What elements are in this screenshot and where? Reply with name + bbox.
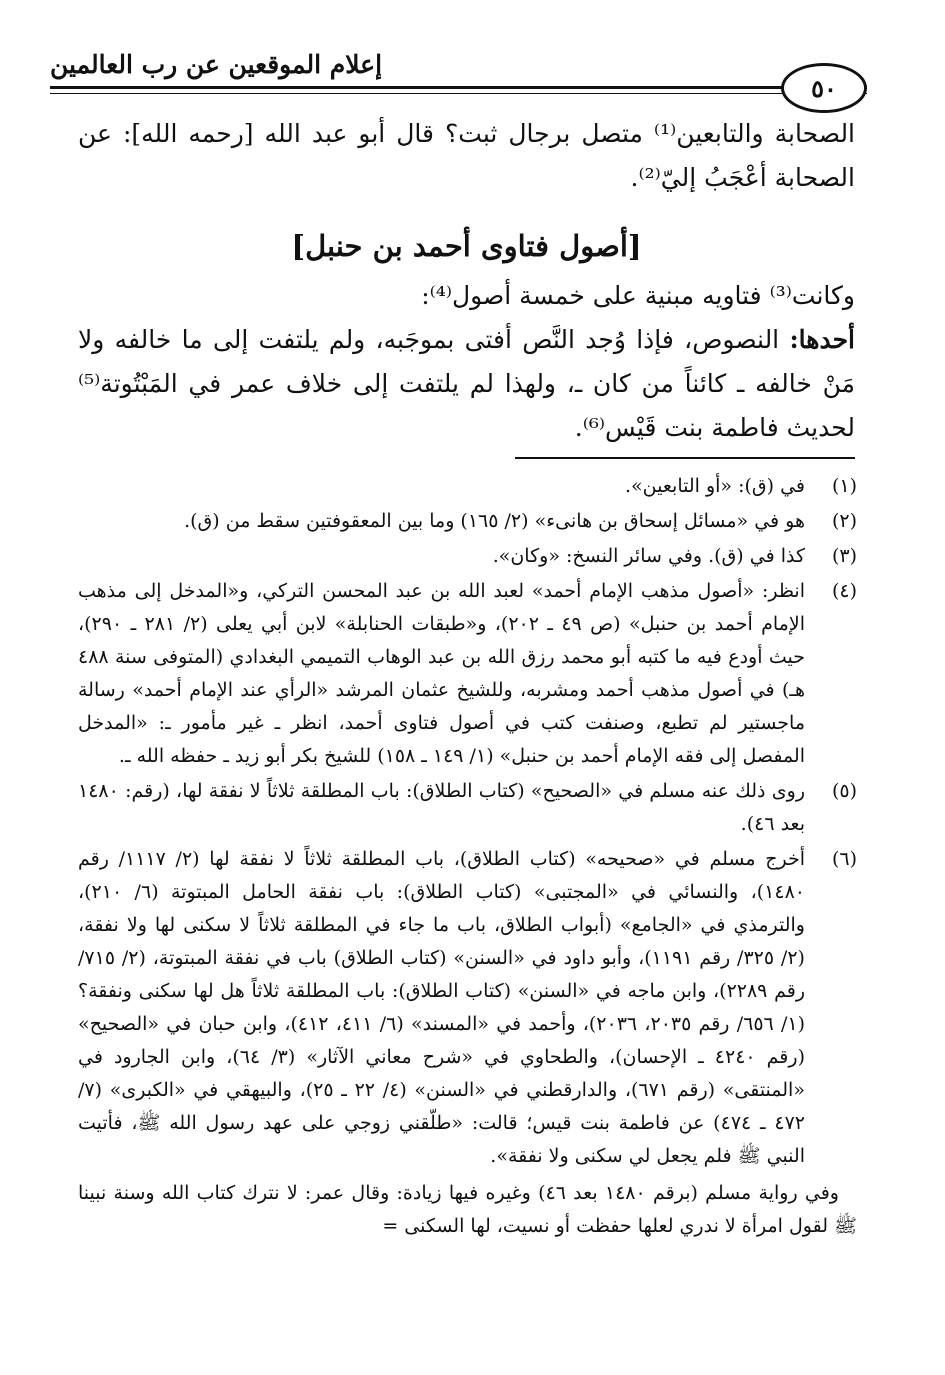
paragraph-2: وكانت⁽³⁾ فتاويه مبنية على خمسة أصول⁽⁴⁾:: [421, 281, 855, 310]
page-header: [50, 40, 867, 110]
page-number-badge: [781, 63, 867, 113]
paragraph-1: الصحابة والتابعين⁽¹⁾ متصل برجال ثبت؟ قال أبو عبد الله [رحمه الله]: عن الصحابة أعْجَبُ إليّ⁽²⁾.: [78, 119, 856, 192]
header-rule-thick: [50, 86, 867, 89]
footnote-text: أخرج مسلم في «صحيحه» (كتاب الطلاق)، باب المطلقة ثلاثاً لا نفقة لها (٢/ ١١١٧/ رقم ١٤٨٠)، والنسائي في «المجتبى» (كتاب الطلاق): باب نفقة الحامل المبتوتة (٦/ ٢١٠)، والترمذي في «الجامع» (أبواب الطلاق، باب ما جاء في المطلقة ثلاثاً لا سكنى لها ولا نفقة، (٢/ ٣٢٥/ رقم ١١٩١)، وأبو داود في «السنن» (كتاب الطلاق) باب في نفقة المبتوتة، (٢/ ٧١٥/ رقم ٢٢٨٩)، وابن ماجه في «السنن» (كتاب الطلاق): باب المطلقة ثلاثاً هل لها سكنى ونفقة؟ (١/ ٦٥٦/ رقم ٢٠٣٥، ٢٠٣٦)، وأحمد في «المسند» (٦/ ٤١١، ٤١٢)، وابن حبان في «الصحيح» (رقم ٤٢٤٠ ـ الإحسان)، والطحاوي في «شرح معاني الآثار» (٣/ ٦٤)، وابن الجارود في «المنتقى» (رقم ٦٧١)، والدارقطني في «السنن» (٤/ ٢٢ ـ ٢٥)، والبيهقي في «الكبرى» (٧/ ٤٧٢ ـ ٤٧٤) عن فاطمة بنت قيس؛ قالت: «طلّقني زوجي على عهد رسول الله ﷺ، فأتيت النبي ﷺ فلم يجعل لي سكنى ولا نفقة».: [78, 848, 806, 1167]
footnote-continuation: وفي رواية مسلم (برقم ١٤٨٠ بعد ٤٦) وغيره فيها زيادة: وقال عمر: لا نترك كتاب الله وسنة نبينا ﷺ لقول امرأة لا ندري لعلها حفظت أو نسيت، لها السكنى =: [78, 1182, 857, 1237]
footnote-number: (١): [831, 475, 857, 497]
footnote-text: كذا في (ق). وفي سائر النسخ: «وكان».: [492, 545, 805, 567]
footnotes: [78, 470, 857, 1243]
footnote-number: (٢): [831, 510, 857, 532]
footnote-text: انظر: «أصول مذهب الإمام أحمد» لعبد الله بن عبد المحسن التركي، و«المدخل إلى مذهب الإمام أحمد بن حنبل» (ص ٤٩ ـ ٢٠٢)، و«طبقات الحنابلة» لابن أبي يعلى (٢/ ٢٨١ ـ ٢٩٠)، حيث أودع فيه ما كتبه أبو محمد رزق الله بن عبد الوهاب التميمي البغدادي (المتوفى سنة ٤٨٨ هـ) في أصول مذهب أحمد ومشربه، وللشيخ عثمان المرشد «الرأي عند الإمام أحمد» رسالة ماجستير لم تطبع، وصنفت كتب في أصول فتاوى أحمد، انظر ـ غير مأمور ـ: «المدخل المفصل إلى فقه الإمام أحمد بن حنبل» (١/ ١٤٩ ـ ١٥٨) للشيخ بكر أبو زيد ـ حفظه الله ـ.: [78, 580, 805, 767]
paragraph-3-text: النصوص، فإذا وُجد النَّص أفتى بموجَبه، ولم يلتفت إلى ما خالفه ولا مَنْ خالفه ـ كائناً من كان ـ، ولهذا لم يلتفت إلى خلاف عمر في المَبْتُوتة⁽⁵⁾ لحديث فاطمة بنت قَيْس⁽⁶⁾.: [78, 325, 855, 442]
page-number: ٥٠: [811, 73, 837, 103]
footnote-text: هو في «مسائل إسحاق بن هانىء» (٢/ ١٦٥) وما بين المعقوفتين سقط من (ق).: [184, 510, 805, 532]
footnote: [78, 540, 857, 573]
footnote-number: (٣): [831, 545, 857, 567]
footnote: [78, 775, 857, 841]
footnote-number: (٥): [831, 780, 857, 802]
footnote: [78, 843, 857, 1173]
main-text: [78, 112, 855, 450]
paragraph-3-lead: أحدها:: [789, 325, 855, 354]
footnote: [78, 470, 857, 503]
section-heading: [أصول فتاوى أحمد بن حنبل]: [291, 229, 642, 263]
footnote-text: روى ذلك عنه مسلم في «الصحيح» (كتاب الطلاق): باب المطلقة ثلاثاً لا نفقة لها، (رقم: ١٤٨٠ بعد ٤٦).: [78, 780, 805, 835]
footnote: [78, 575, 857, 773]
footnote-number: (٤): [831, 580, 857, 602]
footnote: [78, 505, 857, 538]
footnote-text: في (ق): «أو التابعين».: [625, 475, 805, 497]
footnote-separator: [515, 457, 855, 459]
footnote-number: (٦): [831, 848, 857, 870]
paragraph-3: [78, 318, 855, 450]
running-title: إعلام الموقعين عن رب العالمين: [50, 50, 383, 79]
header-rule-thin: [50, 93, 867, 94]
